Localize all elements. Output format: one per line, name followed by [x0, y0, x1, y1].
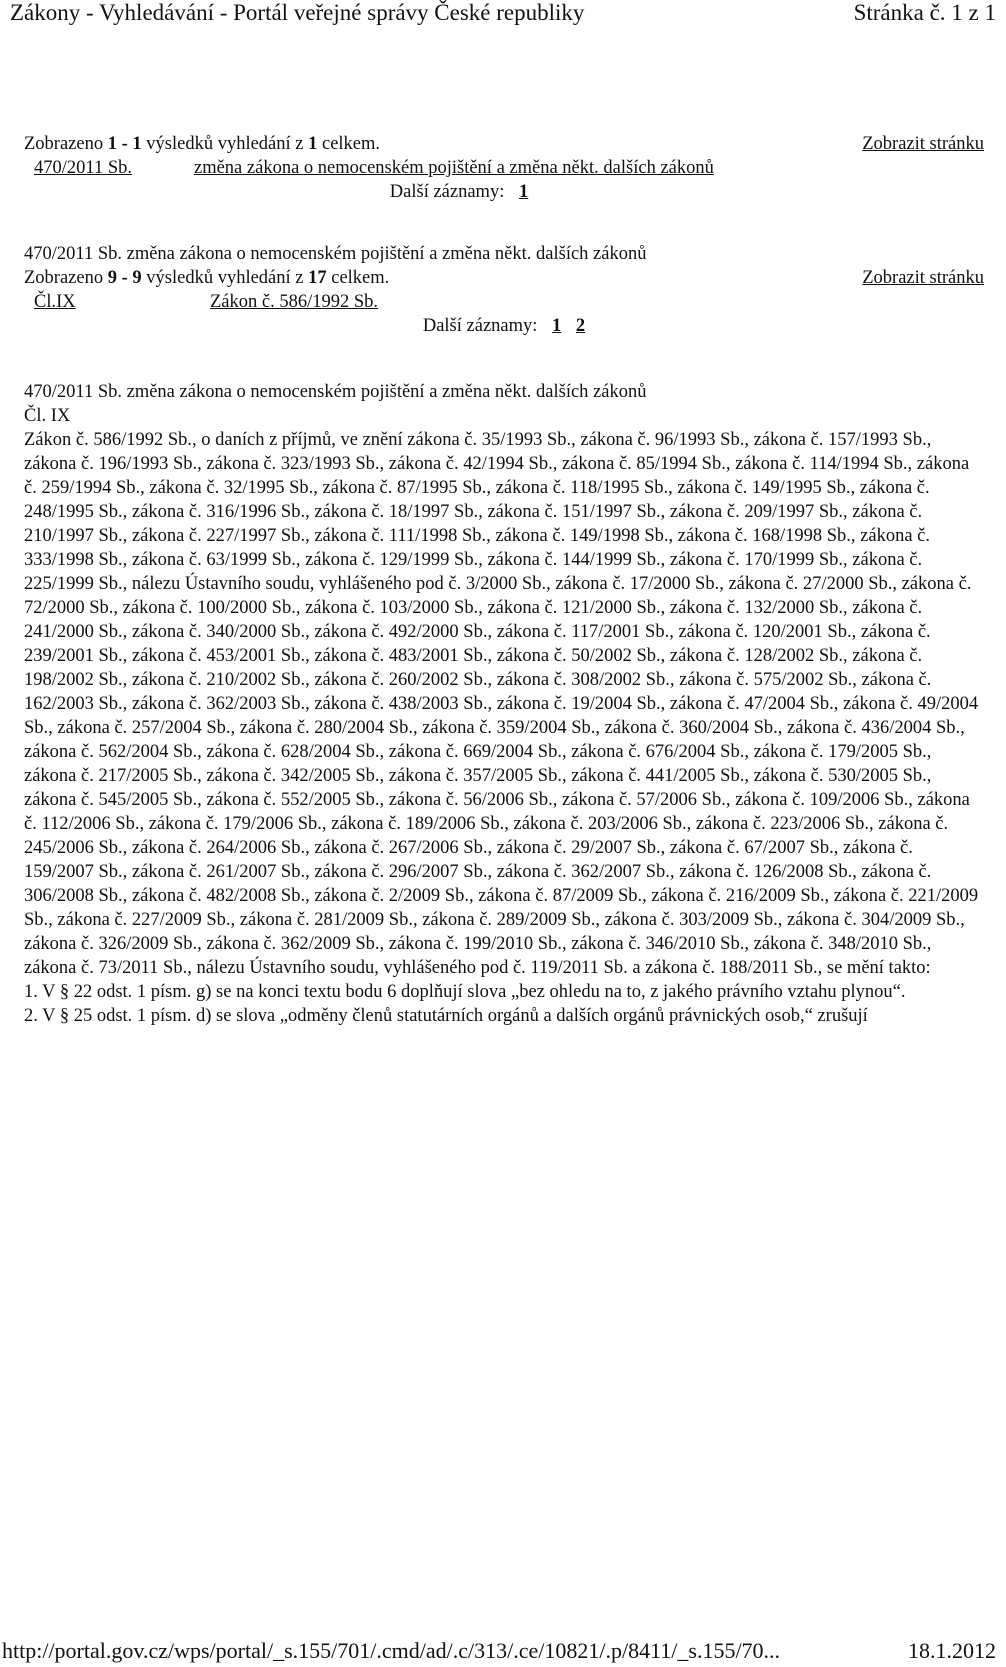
result-name-link[interactable]: změna zákona o nemocenském pojištění a změna někt. dalších zákonů — [194, 158, 714, 178]
summary-mid: výsledků vyhledání z — [141, 268, 309, 288]
law-heading: 470/2011 Sb. změna zákona o nemocenském pojištění a změna někt. dalších zákonů — [24, 244, 647, 264]
article-link[interactable]: Čl.IX — [34, 292, 76, 312]
footer-url: http://portal.gov.cz/wps/portal/_s.155/701/.cmd/ad/.c/313/.ce/10821/.p/8411/_s.155/70... — [2, 1638, 781, 1663]
pagination — [24, 180, 984, 204]
amendment-point-1: 1. V § 22 odst. 1 písm. g) se na konci textu bodu 6 doplňují slova „bez ohledu na to, z jakého právního vztahu plynou“. — [24, 982, 906, 1002]
amendment-intro-text: Zákon č. 586/1992 Sb., o daních z příjmů, ve znění zákona č. 35/1993 Sb., zákona č. 96/1993 Sb., zákona č. 157/1993 Sb., zákona č. 196/1993 Sb., zákona č. 323/1993 Sb., zákona č. 42/1994 Sb., zákona č. 85/1994 Sb., zákona č. 114/1994 Sb., zákona č. 259/1994 Sb., zákona č. 32/1995 Sb., zákona č. 87/1995 Sb., zákona č. 118/1995 Sb., zákona č. 149/1995 Sb., zákona č. 248/1995 Sb., zákona č. 316/1996 Sb., zákona č. 18/1997 Sb., zákona č. 151/1997 Sb., zákona č. 209/1997 Sb., zákona č. 210/1997 Sb., zákona č. 227/1997 Sb., zákona č. 111/1998 Sb., zákona č. 149/1998 Sb., zákona č. 168/1998 Sb., zákona č. 333/1998 Sb., zákona č. 63/1999 Sb., zákona č. 129/1999 Sb., zákona č. 144/1999 Sb., zákona č. 170/1999 Sb., zákona č. 225/1999 Sb., nálezu Ústavního soudu, vyhlášeného pod č. 3/2000 Sb., zákona č. 17/2000 Sb., zákona č. 27/2000 Sb., zákona č. 72/2000 Sb., zákona č. 100/2000 Sb., zákona č. 103/2000 Sb., zákona č. 121/2000 Sb., zákona č. 132/2000 Sb., zákona č. 241/2000 Sb., zákona č. 340/2000 Sb., zákona č. 492/2000 Sb., zákona č. 117/2001 Sb., zákona č. 120/2001 Sb., zákona č. 239/2001 Sb., zákona č. 453/2001 Sb., zákona č. 483/2001 Sb., zákona č. 50/2002 Sb., zákona č. 128/2002 Sb., zákona č. 198/2002 Sb., zákona č. 210/2002 Sb., zákona č. 260/2002 Sb., zákona č. 308/2002 Sb., zákona č. 575/2002 Sb., zákona č. 162/2003 Sb., zákona č. 362/2003 Sb., zákona č. 438/2003 Sb., zákona č. 19/2004 Sb., zákona č. 47/2004 Sb., zákona č. 49/2004 Sb., zákona č. 257/2004 Sb., zákona č. 280/2004 Sb., zákona č. 359/2004 Sb., zákona č. 360/2004 Sb., zákona č. 436/2004 Sb., zákona č. 562/2004 Sb., zákona č. 628/2004 Sb., zákona č. 669/2004 Sb., zákona č. 676/2004 Sb., zákona č. 179/2005 Sb., zákona č. 217/2005 Sb., zákona č. 342/2005 Sb., zákona č. 357/2005 Sb., zákona č. 441/2005 Sb., zákona č. 530/2005 Sb., zákona č. 545/2005 Sb., zákona č. 552/2005 Sb., zákona č. 56/2006 Sb., zákona č. 57/2006 Sb., zákona č. 109/2006 Sb., zákona č. 112/2006 Sb., zákona č. 179/2006 Sb., zákona č. 189/2006 Sb., zákona č. 203/2006 Sb., zákona č. 223/2006 Sb., zákona č. 245/2006 Sb., zákona č. 264/2006 Sb., zákona č. 267/2006 Sb., zákona č. 29/2007 Sb., zákona č. 67/2007 Sb., zákona č. 159/2007 Sb., zákona č. 261/2007 Sb., zákona č. 296/2007 Sb., zákona č. 362/2007 Sb., zákona č. 126/2008 Sb., zákona č. 306/2008 Sb., zákona č. 482/2008 Sb., zákona č. 2/2009 Sb., zákona č. 87/2009 Sb., zákona č. 216/2009 Sb., zákona č. 221/2009 Sb., zákona č. 227/2009 Sb., zákona č. 281/2009 Sb., zákona č. 289/2009 Sb., zákona č. 303/2009 Sb., zákona č. 304/2009 Sb., zákona č. 326/2009 Sb., zákona č. 362/2009 Sb., zákona č. 199/2010 Sb., zákona č. 346/2010 Sb., zákona č. 348/2010 Sb., zákona č. 73/2011 Sb., nálezu Ústavního soudu, vyhlášeného pod č. 119/2011 Sb. a zákona č. 188/2011 Sb., se mění takto: — [24, 430, 979, 978]
result-row — [24, 290, 984, 314]
pagination-page-1[interactable]: 1 — [518, 182, 529, 202]
results-summary — [24, 268, 389, 288]
more-records-label: Další záznamy: — [422, 316, 538, 336]
show-page-link[interactable]: Zobrazit stránku — [862, 268, 984, 288]
law-text-block — [24, 380, 984, 1028]
law-link[interactable]: Zákon č. 586/1992 Sb. — [210, 292, 379, 312]
results-range: 1 - 1 — [107, 134, 142, 154]
article-heading: Čl. IX — [24, 406, 71, 426]
pagination-page-1[interactable]: 1 — [552, 316, 562, 336]
more-records-label: Další záznamy: — [389, 182, 505, 202]
footer-date: 18.1.2012 — [908, 1638, 996, 1663]
results-total: 1 — [308, 134, 318, 154]
summary-prefix: Zobrazeno — [24, 134, 108, 154]
summary-suffix: celkem. — [317, 134, 381, 154]
summary-suffix: celkem. — [326, 268, 390, 288]
law-heading: 470/2011 Sb. změna zákona o nemocenském pojištění a změna někt. dalších zákonů — [24, 382, 647, 402]
results-summary — [24, 134, 380, 154]
result-citation-link[interactable]: 470/2011 Sb. — [34, 158, 132, 178]
summary-prefix: Zobrazeno — [24, 268, 108, 288]
page-number: Stránka č. 1 z 1 — [853, 0, 996, 25]
result-row — [24, 156, 984, 180]
show-page-link[interactable]: Zobrazit stránku — [862, 134, 984, 154]
print-header — [10, 0, 996, 30]
results-total: 17 — [308, 268, 327, 288]
summary-mid: výsledků vyhledání z — [141, 134, 309, 154]
search-results-block-1 — [24, 132, 984, 204]
results-range: 9 - 9 — [107, 268, 142, 288]
pagination-page-2[interactable]: 2 — [575, 316, 586, 336]
pagination — [24, 314, 984, 338]
search-results-block-2 — [24, 242, 984, 338]
results-summary-row — [24, 266, 984, 290]
page-title: Zákony - Vyhledávání - Portál veřejné správy České republiky — [10, 0, 585, 25]
results-summary-row — [24, 132, 984, 156]
amendment-point-2: 2. V § 25 odst. 1 písm. d) se slova „odměny členů statutárních orgánů a dalších orgánů právnických osob,“ zrušují — [24, 1006, 868, 1026]
